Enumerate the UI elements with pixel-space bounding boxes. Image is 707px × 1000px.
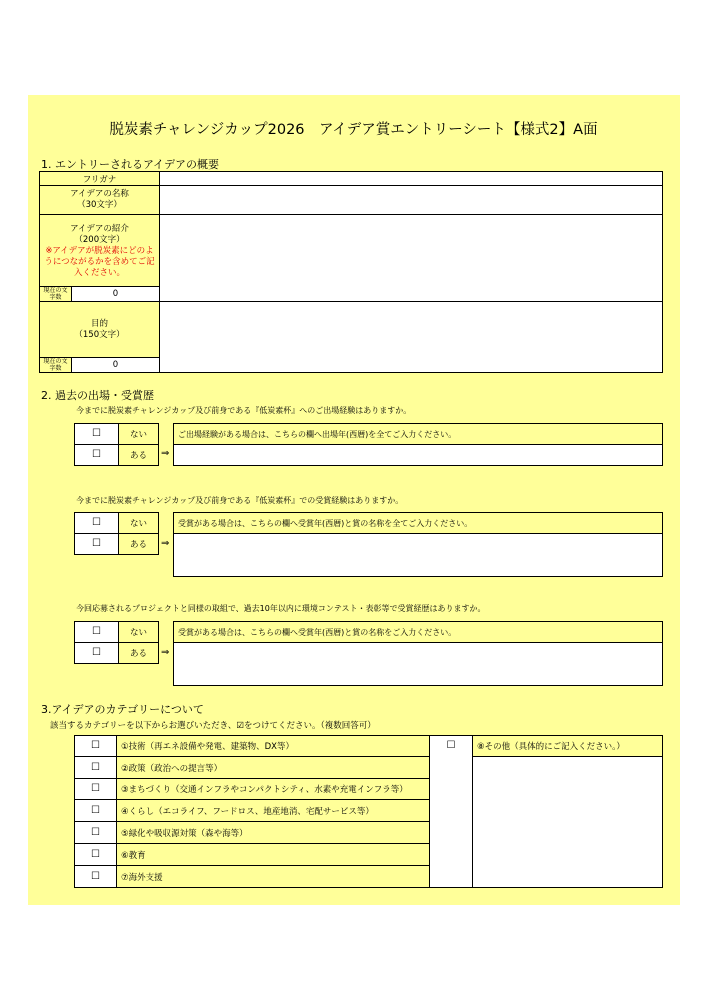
- idea-intro-label-text: アイデアの紹介: [70, 224, 129, 234]
- furigana-input[interactable]: [159, 171, 663, 186]
- intro-char-count: 0: [71, 286, 160, 302]
- q2-arrow-icon: ⇒: [161, 538, 170, 549]
- category-checkbox-1[interactable]: ☐: [74, 735, 117, 757]
- purpose-limit: （150文字）: [74, 329, 125, 340]
- q3-arrow-icon: ⇒: [161, 647, 170, 658]
- section1-heading: 1. エントリーされるアイデアの概要: [41, 158, 220, 171]
- purpose-input[interactable]: [159, 301, 663, 373]
- category-checkbox-8[interactable]: ☐: [429, 735, 473, 888]
- category-label-1: ①技術（再エネ設備や発電、建築物、DX等）: [116, 735, 430, 757]
- q3-yes-checkbox[interactable]: ☐: [74, 642, 119, 664]
- q2-yes-label: ある: [118, 533, 159, 555]
- category-label-4: ④くらし（エコライフ、フードロス、地産地消、宅配サービス等）: [116, 799, 430, 822]
- category-checkbox-3[interactable]: ☐: [74, 778, 117, 800]
- purpose-label: [39, 301, 160, 358]
- q3-hint: 受賞がある場合は、こちらの欄へ受賞年(西暦)と賞の名称をご入力ください。: [173, 621, 663, 643]
- category-label-2: ②政策（政治への提言等）: [116, 756, 430, 779]
- section2-heading: 2. 過去の出場・受賞歴: [41, 389, 154, 402]
- section3-instruction: 該当するカテゴリーを以下からお選びいただき、☑をつけてください。（複数回答可）: [50, 721, 376, 731]
- idea-intro-note: ※アイデアが脱炭素にどのようにつながるかを含めてご記入ください。: [44, 246, 155, 278]
- q1-no-checkbox[interactable]: ☐: [74, 423, 119, 445]
- idea-intro-limit: （200文字）: [74, 235, 125, 245]
- idea-name-input[interactable]: [159, 185, 663, 215]
- idea-name-limit: （30文字）: [77, 200, 122, 210]
- q2-no-checkbox[interactable]: ☐: [74, 512, 119, 534]
- category-label-6: ⑥教育: [116, 843, 430, 866]
- q1-input[interactable]: [173, 444, 663, 466]
- category-checkbox-2[interactable]: ☐: [74, 756, 117, 779]
- q1-yes-checkbox[interactable]: ☐: [74, 444, 119, 466]
- category-label-5: ⑤緑化や吸収源対策（森や海等）: [116, 821, 430, 844]
- page-title: 脱炭素チャレンジカップ2026 アイデア賞エントリーシート【様式2】A面: [109, 122, 598, 138]
- idea-intro-input[interactable]: [159, 214, 663, 302]
- category-checkbox-5[interactable]: ☐: [74, 821, 117, 844]
- q1-question: 今までに脱炭素チャレンジカップ及び前身である『低炭素杯』へのご出場経験はありますか。: [76, 406, 412, 415]
- idea-name-label: [39, 185, 160, 215]
- q3-question: 今回応募されるプロジェクトと同様の取組で、過去10年以内に環境コンテスト・表彰等で受賞経歴はありますか。: [76, 604, 486, 613]
- section3-heading: 3.アイデアのカテゴリーについて: [41, 703, 204, 716]
- idea-intro-label: [39, 214, 160, 287]
- q2-hint: 受賞がある場合は、こちらの欄へ受賞年(西暦)と賞の名称を全てご入力ください。: [173, 512, 663, 534]
- q3-no-checkbox[interactable]: ☐: [74, 621, 119, 643]
- q2-question: 今までに脱炭素チャレンジカップ及び前身である『低炭素杯』での受賞経験はありますか。: [76, 496, 404, 505]
- q2-yes-checkbox[interactable]: ☐: [74, 533, 119, 555]
- purpose-label-text: 目的: [90, 318, 108, 329]
- q3-input[interactable]: [173, 642, 663, 686]
- idea-name-label-text: アイデアの名称: [70, 189, 129, 199]
- category-label-3: ③まちづくり（交通インフラやコンパクトシティ、水素や充電インフラ等）: [116, 778, 430, 800]
- category-label-8: ⑧その他（具体的にご記入ください。）: [472, 735, 663, 757]
- category-checkbox-4[interactable]: ☐: [74, 799, 117, 822]
- category-checkbox-6[interactable]: ☐: [74, 843, 117, 866]
- category-label-7: ⑦海外支援: [116, 865, 430, 888]
- q1-yes-label: ある: [118, 444, 159, 466]
- category-checkbox-7[interactable]: ☐: [74, 865, 117, 888]
- purpose-count-label: 現在の文字数: [39, 357, 72, 373]
- q2-no-label: ない: [118, 512, 159, 534]
- q1-arrow-icon: ⇒: [161, 448, 170, 459]
- category-other-input[interactable]: [472, 756, 663, 888]
- q3-no-label: ない: [118, 621, 159, 643]
- q1-no-label: ない: [118, 423, 159, 445]
- intro-count-label: 現在の文字数: [39, 286, 72, 302]
- q1-hint: ご出場経験がある場合は、こちらの欄へ出場年(西暦)を全てご入力ください。: [173, 423, 663, 445]
- q2-input[interactable]: [173, 533, 663, 577]
- q3-yes-label: ある: [118, 642, 159, 664]
- purpose-char-count: 0: [71, 357, 160, 373]
- furigana-label: フリガナ: [39, 171, 160, 186]
